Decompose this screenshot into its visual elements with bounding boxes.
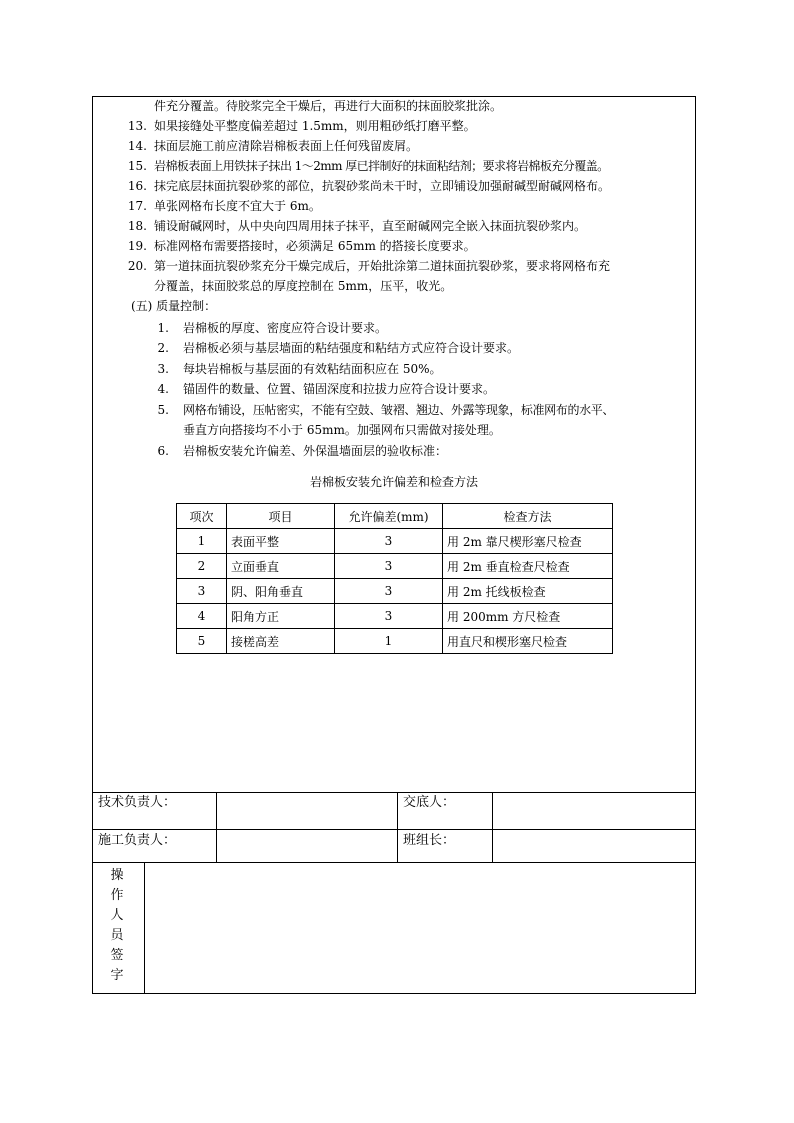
qc-item-number: 6.	[157, 444, 169, 458]
item-number: 14.	[127, 139, 147, 153]
table-caption: 岩棉板安装允许偏差和检查方法	[309, 475, 478, 489]
cell-tolerance: 1	[335, 629, 443, 654]
cell-method: 用直尺和楔形塞尺检查	[443, 629, 613, 654]
item-text: 如果接缝处平整度偏差超过 1.5mm，则用粗砂纸打磨平整。	[154, 119, 476, 133]
cell-tolerance: 3	[335, 579, 443, 604]
item-text: 铺设耐碱网时，从中央向四周用抹子抹平，直至耐碱网完全嵌入抹面抗裂砂浆内。	[154, 219, 587, 233]
team-leader-label: 班组长：	[403, 833, 456, 848]
header-method: 检查方法	[443, 504, 613, 529]
qc-item-text: 岩棉板的厚度、密度应符合设计要求。	[183, 321, 388, 335]
cell-method: 用 2m 托线板检查	[443, 579, 613, 604]
item-text: 标准网格布需要搭接时，必须满足 65mm 的搭接长度要求。	[154, 239, 476, 253]
cell-item: 立面垂直	[227, 554, 335, 579]
signature-column-divider	[216, 792, 217, 862]
header-item: 项目	[227, 504, 335, 529]
tolerance-table	[176, 503, 613, 654]
cell-index: 3	[177, 579, 227, 604]
header-index: 项次	[177, 504, 227, 529]
cell-index: 2	[177, 554, 227, 579]
operator-label-char: 作	[110, 888, 124, 903]
cell-item: 阴、阳角垂直	[227, 579, 335, 604]
item-text-continued: 分覆盖，抹面胶浆总的厚度控制在 5mm，压平，收光。	[154, 279, 453, 293]
cell-tolerance: 3	[335, 529, 443, 554]
operator-label-char: 人	[110, 908, 124, 923]
signature-column-divider	[492, 792, 493, 862]
operator-label-char: 操	[110, 868, 124, 883]
operator-label-char: 员	[110, 928, 124, 943]
signature-column-divider	[397, 792, 398, 862]
cell-index: 1	[177, 529, 227, 554]
item-number: 13.	[127, 119, 147, 133]
cell-item: 接槎高差	[227, 629, 335, 654]
qc-item-number: 5.	[157, 403, 169, 417]
cell-item: 阳角方正	[227, 604, 335, 629]
qc-item-number: 3.	[157, 362, 169, 376]
table-row	[177, 579, 613, 604]
continuation-text: 件充分覆盖。待胶浆完全干燥后，再进行大面积的抹面胶浆批涂。	[154, 99, 503, 113]
cell-index: 4	[177, 604, 227, 629]
item-number: 15.	[127, 159, 147, 173]
header-tolerance: 允许偏差(mm)	[335, 504, 443, 529]
operator-signature-area[interactable]	[145, 863, 695, 993]
cell-item: 表面平整	[227, 529, 335, 554]
qc-item-number: 1.	[157, 321, 169, 335]
operator-label-char: 签	[110, 948, 124, 963]
table-row	[177, 604, 613, 629]
table-header-row	[177, 504, 613, 529]
qc-item-text: 每块岩棉板与基层面的有效粘结面积应在 50%。	[183, 362, 442, 376]
qc-item-text-continued: 垂直方向搭接均不小于 65mm。加强网布只需做对接处理。	[183, 423, 501, 437]
cell-index: 5	[177, 629, 227, 654]
item-text: 岩棉板表面上用铁抹子抹出 1～2mm 厚已拌制好的抹面粘结剂；要求将岩棉板充分覆盖。	[154, 159, 609, 173]
tech-lead-label: 技术负责人：	[98, 795, 177, 810]
item-text: 抹完底层抹面抗裂砂浆的部位，抗裂砂浆尚未干时，立即铺设加强耐碱型耐碱网格布。	[154, 179, 611, 193]
cell-method: 用 200mm 方尺检查	[443, 604, 613, 629]
construction-lead-label: 施工负责人：	[98, 833, 177, 848]
handover-label: 交底人：	[403, 795, 456, 810]
item-text: 第一道抹面抗裂砂浆充分干燥完成后，开始批涂第二道抹面抗裂砂浆，要求将网格布充	[154, 259, 611, 273]
qc-item-text: 锚固件的数量、位置、锚固深度和拉拔力应符合设计要求。	[183, 382, 496, 396]
qc-item-text: 岩棉板安装允许偏差、外保温墙面层的验收标准：	[183, 444, 448, 458]
item-number: 18.	[127, 219, 147, 233]
item-number: 19.	[127, 239, 147, 253]
qc-item-text: 岩棉板必须与基层墙面的粘结强度和粘结方式应符合设计要求。	[183, 341, 520, 355]
cell-method: 用 2m 垂直检查尺检查	[443, 554, 613, 579]
table-row	[177, 529, 613, 554]
qc-item-number: 2.	[157, 341, 169, 355]
cell-method: 用 2m 靠尺楔形塞尺检查	[443, 529, 613, 554]
item-number: 20.	[127, 259, 147, 273]
operator-label-char: 字	[110, 968, 124, 983]
table-row	[177, 554, 613, 579]
cell-tolerance: 3	[335, 554, 443, 579]
signature-divider	[92, 792, 696, 793]
item-text: 单张网格布长度不宜大于 6m。	[154, 199, 321, 213]
cell-tolerance: 3	[335, 604, 443, 629]
section-heading: (五) 质量控制：	[131, 299, 217, 313]
table-row	[177, 629, 613, 654]
signature-divider	[92, 829, 696, 830]
qc-item-number: 4.	[157, 382, 169, 396]
item-text: 抹面层施工前应清除岩棉板表面上任何残留废屑。	[154, 139, 419, 153]
item-number: 17.	[127, 199, 147, 213]
item-number: 16.	[127, 179, 147, 193]
operator-signature-label	[105, 866, 129, 986]
qc-item-text: 网格布铺设，压帖密实，不能有空鼓、皱褶、翘边、外露等现象，标准网布的水平、	[183, 403, 615, 417]
